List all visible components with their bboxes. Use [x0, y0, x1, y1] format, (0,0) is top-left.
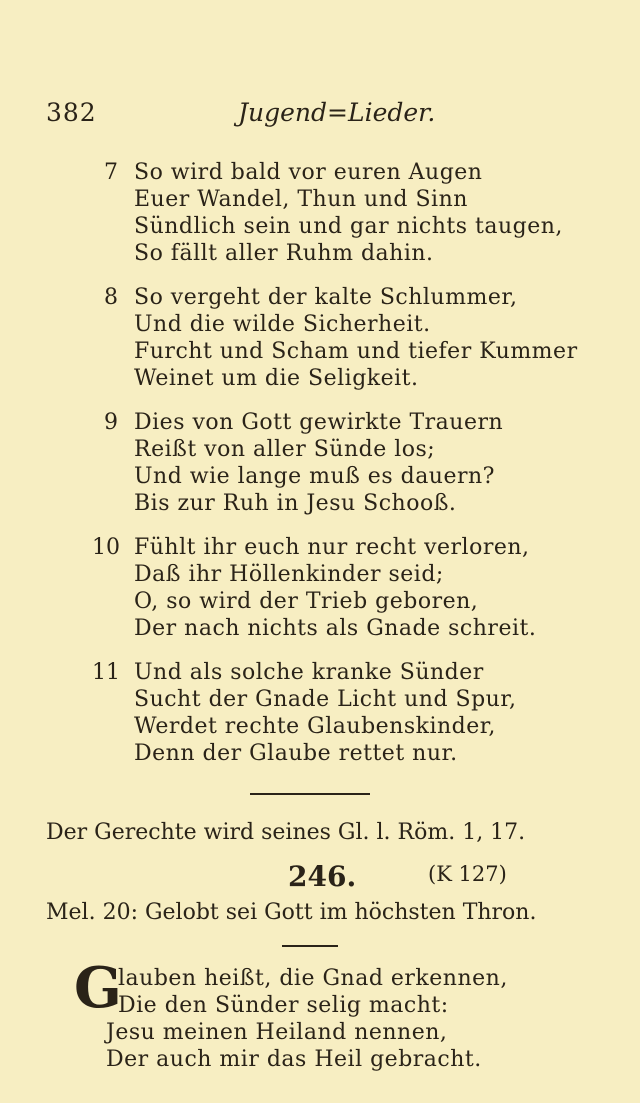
section-divider: [250, 793, 370, 795]
stanza-number: 9: [104, 410, 118, 435]
verse-line: Die den Sünder selig macht:: [118, 993, 449, 1018]
verse-line: O, so wird der Trieb geboren,: [134, 589, 479, 614]
verse-line: So vergeht der kalte Schlummer,: [134, 285, 518, 310]
melody-line: Mel. 20: Gelobt sei Gott im höchsten Thron.: [46, 900, 537, 925]
stanza-number: 10: [92, 535, 120, 560]
verse-line: Furcht und Scham und tiefer Kummer: [134, 339, 578, 364]
verse-line: Weinet um die Seligkeit.: [134, 366, 419, 391]
verse-line: Denn der Glaube rettet nur.: [134, 741, 458, 766]
verse-line: Dies von Gott gewirkte Trauern: [134, 410, 504, 435]
stanza-number: 11: [92, 660, 120, 685]
verse-line: Der auch mir das Heil gebracht.: [106, 1047, 482, 1072]
running-title: Jugend=Lieder.: [238, 98, 436, 127]
verse-line: Reißt von aller Sünde los;: [134, 437, 436, 462]
hymn-number: 246.: [288, 860, 357, 893]
verse-line: Jesu meinen Heiland nennen,: [106, 1020, 448, 1045]
scripture-reference: Der Gerechte wird seines Gl. l. Röm. 1, 17.: [46, 820, 526, 845]
verse-line: So fällt aller Ruhm dahin.: [134, 241, 434, 266]
verse-line: Und wie lange muß es dauern?: [134, 464, 495, 489]
verse-line: Und als solche kranke Sünder: [134, 660, 484, 685]
verse-line: Der nach nichts als Gnade schreit.: [134, 616, 537, 641]
verse-line: So wird bald vor euren Augen: [134, 160, 483, 185]
verse-line: Fühlt ihr euch nur recht verloren,: [134, 535, 530, 560]
hymn-divider: [282, 945, 338, 947]
verse-line: Werdet rechte Glaubenskinder,: [134, 714, 496, 739]
stanza-number: 7: [104, 160, 118, 185]
verse-line: Daß ihr Höllenkinder seid;: [134, 562, 444, 587]
verse-line: Sündlich sein und gar nichts taugen,: [134, 214, 563, 239]
verse-line: lauben heißt, die Gnad erkennen,: [118, 966, 508, 991]
page-number: 382: [46, 98, 97, 127]
verse-line: Sucht der Gnade Licht und Spur,: [134, 687, 517, 712]
drop-cap: G: [74, 955, 122, 1021]
verse-line: Und die wilde Sicherheit.: [134, 312, 431, 337]
verse-line: Euer Wandel, Thun und Sinn: [134, 187, 468, 212]
page-header: [46, 98, 600, 138]
stanza-number: 8: [104, 285, 118, 310]
hymn-cross-reference: (K 127): [428, 862, 507, 886]
verse-line: Bis zur Ruh in Jesu Schooß.: [134, 491, 457, 516]
